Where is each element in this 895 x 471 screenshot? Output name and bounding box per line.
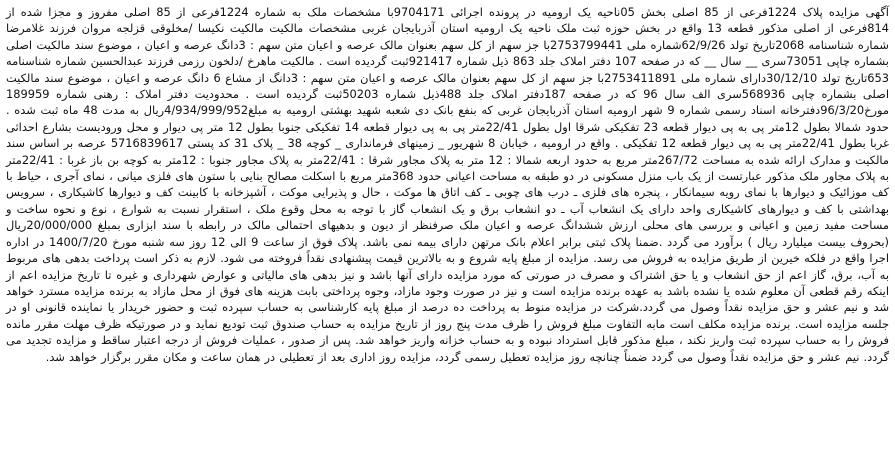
auction-notice-text: آگهی مزایده پلاک 1224فرعی از 85 اصلی بخش 05ناحیه یک ارومیه در پرونده اجرائی 9704171با مشخصات ملک به شماره 1224فرعی از 85 اصلی مفروز و مجزا شده از 814فرعی از اصلی مذکور قطعه 13 واقع در بخش حوزه ثبت ملک ناحیه یک ارومیه استان آذربایجان غربی مشخصات مالکیت مالکیت نکیسا /مخلوقی قزلجه مروان فرزند غلامرضا شماره شناسنامه 2068تاریخ تولد 62/9/26شماره ملی 2753799441با جز سهم از کل سهم بعنوان مالک عرصه و اعیان متن سهم : 3دانگ عرصه و اعیان ، موضوع سند مالکیت اصلی بشماره چاپی 73051سری __ سال __ که در صفحه 107 دفتر املاک جلد 863 ذیل شماره 921417ثبت گردیده است . مالکیت ماهرخ /دلخون رزمی فرزند عبدالحسین شماره شناسنامه 653تاریخ تولد 30/12/10دارای شماره ملی 2753411891با جز سهم از کل سهم بعنوان مالک عرصه و اعیان متن سهم : 3دانگ از مشاع 6 دانگ عرصه و اعیان ، موضوع سند مالکیت اصلی بشماره چاپی 568936سری الف سال 96 که در صفحه 187دفتر املاک جلد 488ذیل شماره 50203ثبت گردیده است . محدودیت دفتر املاک : رهنی شماره 189959 مورخ96/3/20دفترخانه اسناد رسمی شماره 9 شهر ارومیه استان آذربایجان غربی که بنفع بانک دی شعبه شهید بهشتی ارومیه به مبلغ4/934/999/952ریال به مدت 48 ماه ثبت شده . حدود شمالا بطول 12متر پی به پی دیوار قطعه 23 تفکیکی شرقا اول بطول 22/41متر پی به پی دیوار قطعه 14 تفکیکی جنوبا بطول 12 متر پی دیوار و محل ورودیست بشارع احداثی غربا بطول 22/41متر پی به پی دیوار قطعه 12 تفکیکی . واقع در ارومیه ، خیابان 8 شهریور _ زمینهای فرمانداری _ کوچه 38 _ پلاک 31 کد پستی 5716839617 عرصه بر اساس سند مالکیت و مدارک ارائه شده به مساحت 267/72متر مربع به حدود اربعه شمالا : 12 متر به پلاک مجاور شرقا : 22/41متر به پلاک مجاور جنوبا : 12متر به کوچه بن باز غربا : 22/41متر به پلاک مجاور ملک مذکور عبارتست از یک باب منزل مسکونی در دو طبقه به مساحت اعیانی حدود 368متر مربع با اسکلت مصالح بنایی با ستون های فلزی میانی ، نمای آجری ، حیاط با کف موزائیک و دیوارها با نمای رویه سیمانکار ، پنجره های فلزی ـ درب های چوبی ـ کف اتاق ها موکت ، حال و پذیرایی موکت ، آشپزخانه با کابینت کف و دیوارها کاشیکاری ، سرویس بهداشتی با کف و دیوارهای کاشیکاری واحد دارای یک انشعاب آب ـ دو انشعاب برق و یک انشعاب گاز با توجه به محل وقوع ملک ، استقرار نسبت به شوارع ، نوع و نحوه ساخت و مساحت مفید زمین و اعیانی و بررسی های محلی ارزش ششدانگ عرصه و اعیان ملک صرفنظر از دیون و بدهیهای احتمالی مالک در رابطه با سند ابزاری بمبلغ 20/000/000ریال (بحروف بیست میلیارد ریال ) برآورد می گردد .ضمنا پلاک ثبتی برابر اعلام بانک مرتهن دارای بیمه نمی باشد. پلاک فوق از ساعت 9 الی 12 روز سه شنبه مورخ 1400/7/20 در اداره اجرا واقع در فلکه خیرین از طریق مزایده به فروش می رسد. مزایده از مبلغ پایه شروع و به بالاترین قیمت پیشنهادی نقداً فروخته می شود. لازم به ذکر است پرداخت بدهی های مربوط به آب، برق، گاز اعم از حق انشعاب و یا حق اشتراک و مصرف در صورتی که مورد مزایده دارای آنها باشد و نیز بدهی های مالیاتی و عوارض شهرداری و غیره تا تاریخ مزایده اعم از اینکه رقم قطعی آن معلوم شده یا نشده باشد به عهده برنده مزایده است و نیز در صورت وجود مازاد، وجوه پرداختی بابت هزینه های فوق از محل مازاد به برنده مزایده مسترد خواهد شد و نیم عشر و حق مزایده نقداً وصول می گردد.شرکت در مزایده منوط به پرداخت ده درصد از مبلغ پایه کارشناسی به حساب سپرده ثبت و حضور خریدار یا نماینده قانونی او در جلسه مزایده است. برنده مزایده مکلف است مابه التفاوت مبلغ فروش را ظرف مدت پنج روز از تاریخ مزایده به حساب صندوق ثبت تودیع نماید و در صورتیکه ظرف مهلت مقرر مانده فروش را به حساب سپرده ثبت واریز نکند ، مبلغ مذکور قابل استرداد نبوده و به حساب خزانه واریز خواهد شد. پس از صدور ، عملیات فروش از درجه اعتبار ساقط و مزایده تجدید می گردد. نیم عشر و حق مزایده نقداً وصول می گردد ضمناً چنانچه روز مزایده تعطیل رسمی گردد، مزایده روز اداری بعد از تعطیلی در همان ساعت و مکان مقرر برگزار خواهد شد.	[6, 5, 890, 364]
